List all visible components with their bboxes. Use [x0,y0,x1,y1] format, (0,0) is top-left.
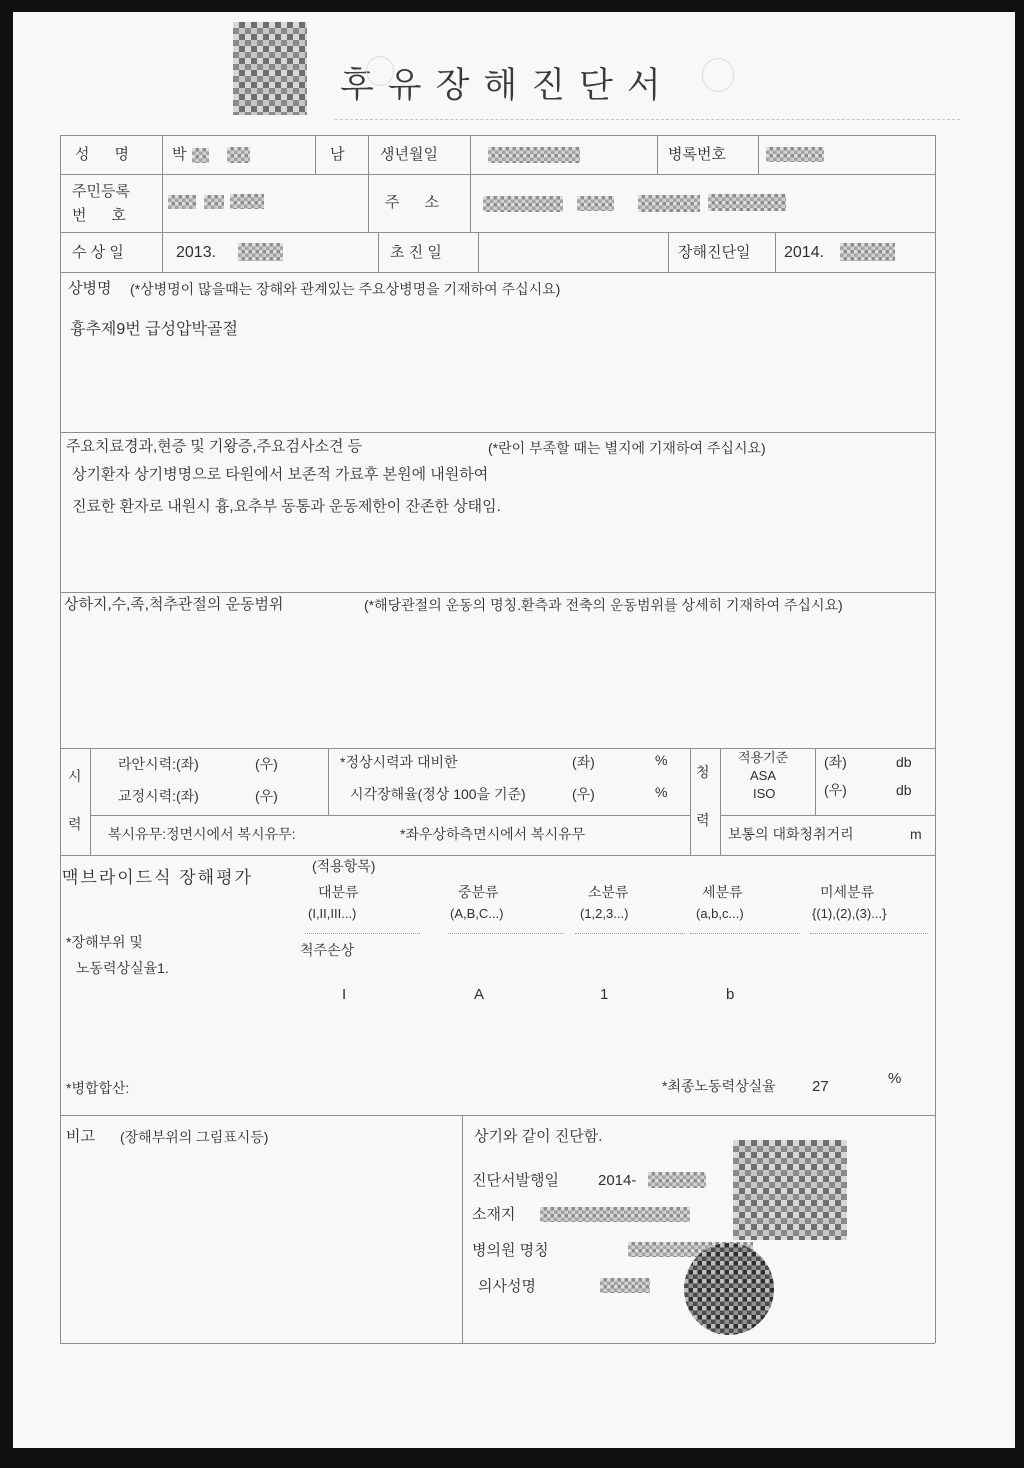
vision-ratio-right-label: (우) [572,786,595,802]
category-underline [448,933,563,934]
name-label: 성 명 [75,146,129,163]
mcbride-col-name: 미세분류 [820,884,875,900]
punch-hole-left [366,56,394,86]
final-loss-label: *최종노동력상실율 [662,1078,776,1094]
resident-id-redaction [230,194,264,209]
grid-line [60,174,935,175]
naked-vision-label: 라안시력:(좌) [118,756,199,772]
address-label: 주 소 [385,194,439,211]
title-underline [335,119,960,120]
mcbride-col-sub: (A,B,C...) [450,906,504,921]
treatment-label: 주요치료경과,현증 및 기왕증,주요검사소견 등 [66,438,363,455]
resident-id-redaction [168,195,196,209]
mcbride-col-sub: (1,2,3...) [580,906,629,921]
vision-ratio-left-label: (좌) [572,754,595,770]
grid-line [720,815,935,816]
hospital-logo [233,22,307,115]
hearing-standard-iso: ISO [753,786,776,801]
mcbride-applied-label: (적용항목) [312,858,376,874]
grid-line [162,135,163,174]
doctor-name-redaction [600,1278,650,1293]
disease-note: (*상병명이 많을때는 장해와 관계있는 주요상병명을 기재하여 주십시요) [130,281,561,297]
hearing-db-1: db [896,754,912,770]
vision-side-label-2: 력 [68,816,82,832]
diagnosis-statement: 상기와 같이 진단함. [474,1128,603,1145]
grid-line [668,232,669,272]
grid-line [60,232,935,233]
resident-id-label-line1: 주민등록 [72,183,130,200]
treatment-note: (*란이 부족할 때는 별지에 기재하여 주십시요) [488,440,766,456]
corrected-vision-label: 교정시력:(좌) [118,788,199,804]
final-loss-value: 27 [812,1078,829,1095]
mcbride-col-name: 중분류 [458,884,499,900]
address-redaction [708,194,786,211]
disability-part-value: 척주손상 [300,942,355,958]
category-underline [575,933,685,934]
hearing-left-label: (좌) [824,754,847,770]
grid-line [162,174,163,232]
grid-line [815,748,816,815]
birthdate-redaction [488,147,580,163]
mcbride-title: 맥브라이드식 장해평가 [62,868,253,887]
grid-line [90,748,91,855]
vision-side-label-1: 시 [68,768,82,784]
motion-note: (*해당관절의 운동의 명칭.환측과 전축의 운동범위를 상세히 기재하여 주십시요) [364,597,843,613]
mcbride-col-name: 세분류 [702,884,743,900]
mcbride-col-sub: (I,II,III...) [308,906,357,921]
category-underline [690,933,800,934]
issue-date-label: 진단서발행일 [472,1172,559,1189]
location-label: 소재지 [472,1206,516,1223]
vision-ratio-line1: *정상시력과 대비한 [340,754,458,770]
remark-label: 비고 [66,1128,95,1145]
injury-date-value: 2013. [176,244,217,261]
resident-id-redaction [204,195,224,209]
address-redaction [483,196,563,212]
hearing-side-label-2: 력 [696,812,710,828]
hospital-seal-stamp [733,1140,847,1240]
grid-line [315,135,316,174]
grid-line [60,272,935,273]
grid-line [60,855,935,856]
grid-line [690,748,691,855]
diplopia-side-label: *좌우상하측면시에서 복시유무 [400,826,586,842]
location-redaction [540,1207,690,1222]
birthdate-label: 생년월일 [380,146,438,163]
grid-line [478,232,479,272]
injury-date-label: 수 상 일 [72,244,124,261]
remark-note: (장해부위의 그림표시등) [120,1129,269,1145]
grid-line [368,174,369,232]
vision-percent-2: % [655,784,668,800]
grid-line [328,748,329,815]
name-redaction [192,148,209,163]
grid-line [935,135,936,1343]
issue-date-value: 2014- [598,1172,637,1189]
disease-label: 상병명 [68,280,112,297]
hearing-distance-label: 보통의 대화청취거리 [728,826,854,842]
first-visit-label: 초 진 일 [390,244,442,261]
injury-date-redaction [238,243,283,261]
grid-line [162,232,163,272]
grid-line [60,135,935,136]
grid-line [90,815,690,816]
vision-percent-1: % [655,752,668,768]
final-loss-unit: % [888,1070,902,1087]
record-no-label: 병록번호 [668,146,726,163]
diagnosis-date-value: 2014. [784,244,825,261]
grid-line [368,135,369,174]
hearing-standard-asa: ASA [750,768,777,783]
address-redaction [577,196,614,211]
hearing-side-label-1: 청 [696,764,710,780]
address-redaction [638,195,700,212]
mcbride-value-middle: A [474,986,485,1003]
diagnosis-date-redaction [840,243,895,261]
grid-line [462,1115,463,1343]
grid-line [470,135,471,232]
grid-line [60,432,935,433]
grid-line [657,135,658,174]
corrected-vision-right-label: (우) [255,788,278,804]
hearing-standard-label: 적용기준 [738,750,789,765]
name-value: 박 [172,146,187,163]
grid-line [720,748,721,855]
doctor-name-label: 의사성명 [478,1278,536,1295]
naked-vision-right-label: (우) [255,756,278,772]
diagnosis-date-label: 장해진단일 [678,244,751,261]
mcbride-col-name: 대분류 [318,884,359,900]
motion-label: 상하지,수,족,척추관절의 운동범위 [64,596,284,613]
mcbride-value-major: I [342,986,347,1003]
document-title: 후유장해진단서 [340,66,675,105]
grid-line [60,1115,935,1116]
mcbride-value-minor: 1 [600,986,609,1003]
grid-line [60,592,935,593]
gender-value: 남 [330,146,345,163]
hearing-db-2: db [896,782,912,798]
mcbride-col-sub: (a,b,c...) [696,906,744,921]
disability-part-label-line2: 노동력상실율1. [76,960,169,976]
treatment-line1: 상기환자 상기병명으로 타원에서 보존적 가료후 본원에 내원하여 [72,466,489,483]
hearing-right-label: (우) [824,782,847,798]
grid-line [60,748,935,749]
grid-line [775,232,776,272]
grid-line [378,232,379,272]
diplopia-front-label: 복시유무:정면시에서 복시유무: [108,826,296,842]
category-underline [305,933,420,934]
mcbride-col-sub: {(1),(2),(3)...} [812,906,887,921]
record-no-redaction [766,147,824,162]
grid-line [60,1343,935,1344]
name-redaction [227,147,250,163]
punch-hole-right [702,58,734,92]
grid-line [758,135,759,174]
mcbride-col-name: 소분류 [588,884,629,900]
disease-value: 흉추제9번 급성압박골절 [70,321,238,338]
treatment-line2: 진료한 환자로 내원시 흉,요추부 동통과 운동제한이 잔존한 상태임. [72,498,501,515]
doctor-round-stamp [684,1243,774,1335]
hospital-name-label: 병의원 명칭 [472,1242,549,1259]
hearing-meter-label: m [910,826,922,842]
resident-id-label-line2: 번 호 [72,207,126,224]
category-underline [810,933,928,934]
grid-line [60,135,61,1343]
combined-label: *병합합산: [66,1080,130,1096]
disability-part-label-line1: *장해부위 및 [66,934,143,950]
issue-date-redaction [648,1172,706,1188]
mcbride-value-detail: b [726,986,735,1003]
vision-ratio-line2: 시각장해율(정상 100을 기준) [350,786,526,802]
